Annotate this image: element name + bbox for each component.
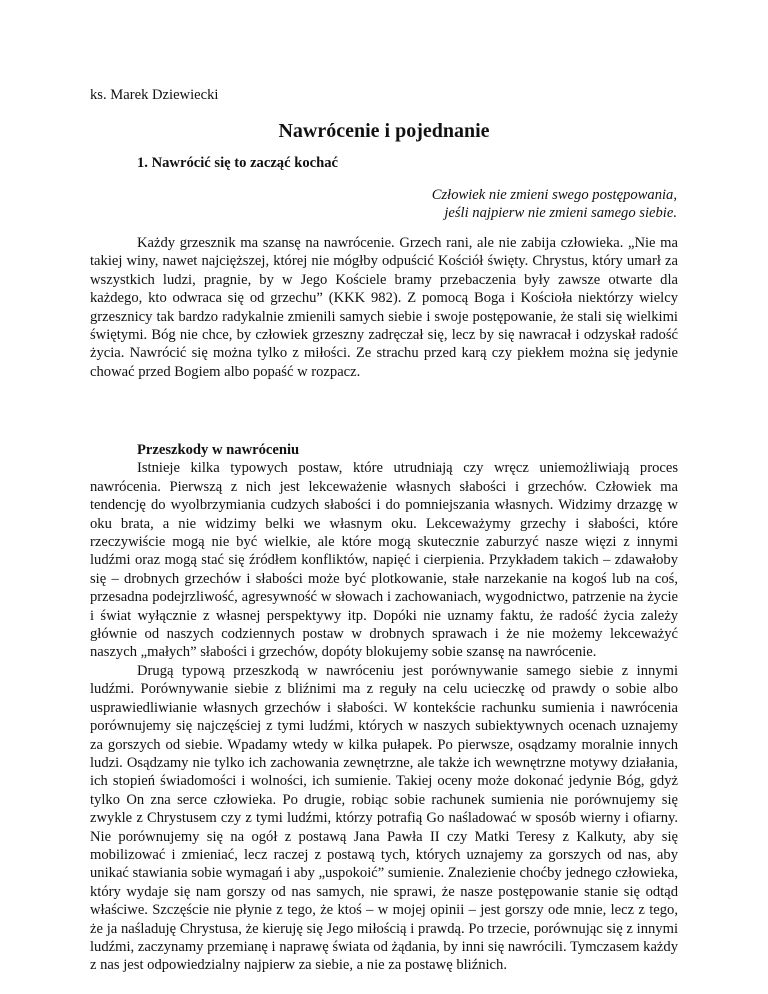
motto-line-2: jeśli najpierw nie zmieni samego siebie. xyxy=(444,205,677,222)
obstacles-block xyxy=(90,441,678,975)
paragraph-3: Drugą typową przeszkodą w nawróceniu jest porównywanie samego siebie z innymi ludźmi. Porównywanie siebie z bliźnimi ma z reguły na celu ucieczkę od prawdy o sobie albo usprawiedliwianie własnych grzechów i słabości. W kontekście rachunku sumienia i nawrócenia porównujemy się najczęściej z tymi ludźmi, których w naszych subiektywnych ocenach uznajemy za gorszych od siebie. Wpadamy wtedy w kilka pułapek. Po pierwsze, osądzamy moralnie innych ludzi. Osądzamy nie tylko ich zachowania zewnętrzne, ale także ich wewnętrzne motywy działania, ich stopień świadomości i wolności, ich sumienie. Takiej oceny może dokonać jedynie Bóg, gdyż tylko On zna serce człowieka. Po drugie, robiąc sobie rachunek sumienia nie porównujemy się zwykle z Chrystusem czy z tymi ludźmi, którzy potrafią Go naśladować w sposób wierny i ofiarny. Nie porównujemy się na ogół z postawą Jana Pawła II czy Matki Teresy z Kalkuty, aby się mobilizować i zmieniać, lecz raczej z postawą tych, których uznajemy za gorszych od nas, aby unikać stawiania sobie wymagań i aby „uspokoić” sumienie. Znalezienie choćby jednego człowieka, który wydaje się nam gorszy od nas samych, nie sprawi, że nasze postępowanie stanie się odtąd właściwe. Szczęście nie płynie z tego, że ktoś – w mojej opinii – jest gorszy ode mnie, lecz z tego, że ja naśladuję Chrystusa, że kieruję się Jego miłością i prawdą. Po trzecie, porównując się z innymi ludźmi, zaczynamy przemianę i naprawę świata od żądania, by inni się nawrócili. Tymczasem każdy z nas jest odpowiedzialny najpierw za siebie, a nie za postawę bliźnich. xyxy=(90,662,678,974)
intro-block xyxy=(90,234,678,381)
subheading-obstacles: Przeszkody w nawróceniu xyxy=(137,442,300,458)
section-heading: 1. Nawrócić się to zacząć kochać xyxy=(137,155,338,171)
document-title: Nawrócenie i pojednanie xyxy=(278,120,490,142)
motto-line-1: Człowiek nie zmieni swego postępowania, xyxy=(431,187,677,203)
motto-quote xyxy=(432,186,677,223)
author-line: ks. Marek Dziewiecki xyxy=(90,87,219,103)
paragraph-1: Każdy grzesznik ma szansę na nawrócenie. Grzech rani, ale nie zabija człowieka. „Nie ma takiej winy, nawet najcięższej, której nie mógłby odpuścić Kościół święty. Chrystus, który umarł za wszystkich ludzi, pragnie, by w Jego Kościele bramy przebaczenia były zawsze otwarte dla każdego, kto odwraca się od grzechu” (KKK 982). Z pomocą Boga i Kościoła niektórzy wielcy grzesznicy tak bardzo radykalnie zmienili samych siebie i swoje postępowanie, że stali się wielkimi świętymi. Bóg nie chce, by człowiek grzeszny zadręczał się, lecz by się nawracał i odzyskał radość życia. Nawrócić się można tylko z miłości. Ze strachu przed karą czy piekłem można się jedynie chować przed Bogiem albo popaść w rozpacz. xyxy=(90,235,678,380)
paragraph-2: Istnieje kilka typowych postaw, które utrudniają czy wręcz uniemożliwiają proces nawrócenia. Pierwszą z nich jest lekceważenie własnych słabości i grzechów. Człowiek ma tendencję do wyolbrzymiania cudzych słabości i do pomniejszania własnych. Widzimy drzazgę w oku brata, a nie widzimy belki we własnym oku. Lekceważymy grzechy i słabości, które rzeczywiście mogą nie być wielkie, ale które mogą skutecznie zaburzyć nasze więzi z innymi ludźmi oraz mogą stać się źródłem konfliktów, napięć i cierpienia. Przykładem takich – zdawałoby się – drobnych grzechów i słabości może być plotkowanie, stałe narzekanie na kogoś lub na coś, przesadna podejrzliwość, agresywność w słowach i zachowaniach, wygodnictwo, patrzenie na życie i świat wyłącznie z własnej perspektywy itp. Dopóki nie uznamy faktu, że radość życia zależy głównie od naszych codziennych postaw w drobnych sprawach i że nie możemy lekceważyć naszych „małych” słabości i grzechów, dopóty blokujemy sobie szansę na nawrócenie. xyxy=(90,460,678,661)
